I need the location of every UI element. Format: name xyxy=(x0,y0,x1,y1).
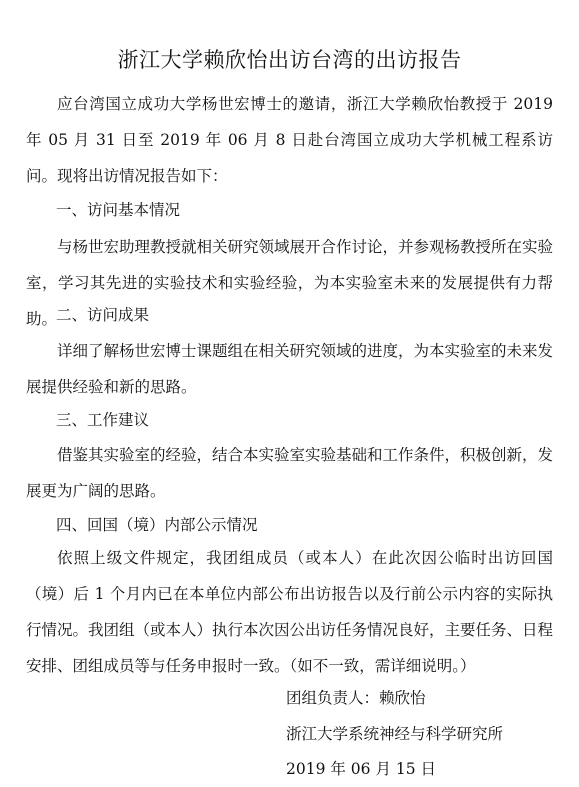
report-title: 浙江大学赖欣怡出访台湾的出访报告 xyxy=(117,48,462,72)
section-body-suggestions: 借鉴其实验室的经验，结合本实验室实验基础和工作条件，积极创新，发展更为广阔的思路。 xyxy=(26,446,554,500)
section-body-basic-info: 与杨世宏助理教授就相关研究领域展开合作讨论，并参观杨教授所在实验室，学习其先进的实验技术和实验经验，为本实验室未来的发展提供有力帮助。 xyxy=(26,238,554,328)
intro-paragraph: 应台湾国立成功大学杨世宏博士的邀请，浙江大学赖欣怡教授于 2019 年 05 月 31 日至 2019 年 06 月 8 日赴台湾国立成功大学机械工程系访问。现将出访情况报告如下： xyxy=(26,95,553,185)
section-body-disclosure: 依照上级文件规定，我团组成员（或本人）在此次因公临时出访回国（境）后 1 个月内已在本单位内部公布出访报告以及行前公示内容的实际执行情况。我团组（或本人）执行本次因公出访任务情况良好，主要任务、日程安排、团组成员等与任务申报时一致。（如不一致，需详细说明。） xyxy=(26,549,554,675)
signature-leader: 团组负责人：赖欣怡 xyxy=(286,689,426,707)
section-heading-disclosure: 四、回国（境）内部公示情况 xyxy=(56,516,258,534)
signature-institute: 浙江大学系统神经与科学研究所 xyxy=(286,725,504,743)
section-heading-suggestions: 三、工作建议 xyxy=(56,411,150,429)
signature-date: 2019 年 06 月 15 日 xyxy=(286,760,437,778)
section-heading-results: 二、访问成果 xyxy=(56,306,150,324)
section-body-results: 详细了解杨世宏博士课题组在相关研究领域的进度，为本实验室的未来发展提供经验和新的思路。 xyxy=(26,342,554,396)
section-heading-basic-info: 一、访问基本情况 xyxy=(56,201,181,219)
